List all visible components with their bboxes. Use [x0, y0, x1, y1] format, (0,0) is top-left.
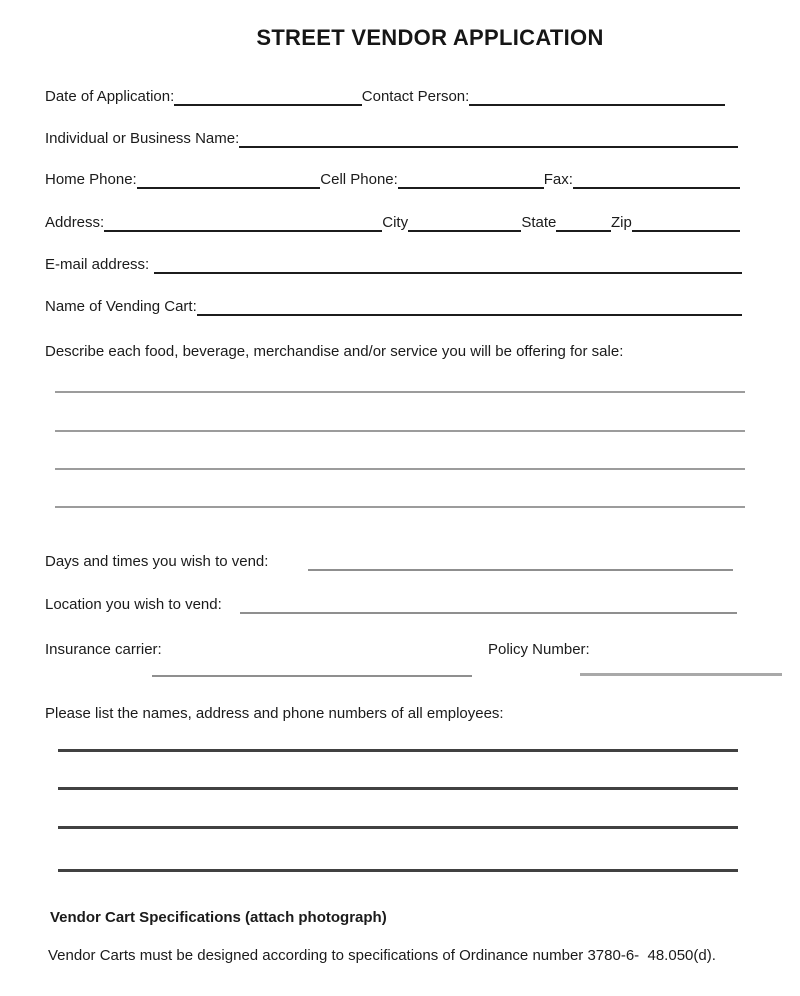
cell-phone-label: Cell Phone: [320, 171, 398, 188]
insurance-carrier-label: Insurance carrier: [45, 641, 162, 658]
days-times-field[interactable] [308, 568, 733, 571]
describe-line-4[interactable] [55, 506, 745, 508]
describe-line-1[interactable] [55, 391, 745, 393]
days-times-label: Days and times you wish to vend: [45, 553, 269, 570]
employee-line-4[interactable] [58, 869, 738, 872]
date-contact-row [45, 87, 725, 106]
email-field[interactable] [154, 271, 742, 274]
describe-prompt: Describe each food, beverage, merchandise and/or service you will be offering for sale: [45, 343, 624, 360]
phones-row [45, 170, 740, 189]
location-field[interactable] [240, 611, 737, 614]
business-name-row [45, 129, 738, 148]
zip-field[interactable] [632, 229, 740, 232]
page-title: STREET VENDOR APPLICATION [256, 25, 604, 50]
date-of-application-field[interactable] [174, 103, 362, 106]
home-phone-label: Home Phone: [45, 171, 137, 188]
business-name-label: Individual or Business Name: [45, 130, 240, 147]
address-label: Address: [45, 214, 105, 231]
cell-phone-field[interactable] [398, 186, 544, 189]
employees-prompt: Please list the names, address and phone numbers of all employees: [45, 705, 504, 722]
vending-cart-name-row [45, 297, 742, 316]
location-row [45, 595, 737, 614]
days-times-row [45, 552, 733, 571]
city-label: City [382, 214, 409, 231]
contact-person-label: Contact Person: [361, 88, 470, 105]
zip-label: Zip [610, 214, 632, 231]
employee-line-3[interactable] [58, 826, 738, 829]
fax-field[interactable] [573, 186, 740, 189]
address-field[interactable] [104, 229, 382, 232]
specifications-heading: Vendor Cart Specifications (attach photograph) [50, 909, 387, 926]
email-label: E-mail address: [45, 256, 150, 273]
employee-line-2[interactable] [58, 787, 738, 790]
email-row [45, 255, 742, 274]
location-label: Location you wish to vend: [45, 596, 222, 613]
contact-person-field[interactable] [469, 103, 725, 106]
state-label: State [521, 214, 557, 231]
date-of-application-label: Date of Application: [45, 88, 175, 105]
address-row [45, 213, 740, 232]
describe-line-3[interactable] [55, 468, 745, 470]
insurance-carrier-field[interactable] [152, 675, 472, 677]
employee-line-1[interactable] [58, 749, 738, 752]
describe-line-2[interactable] [55, 430, 745, 432]
business-name-field[interactable] [239, 145, 738, 148]
policy-number-field[interactable] [580, 673, 782, 676]
specifications-note: Vendor Carts must be designed according to specifications of Ordinance number 3780-6- 48.050(d). [48, 947, 716, 964]
city-field[interactable] [408, 229, 521, 232]
state-field[interactable] [556, 229, 611, 232]
home-phone-field[interactable] [137, 186, 321, 189]
vending-cart-name-label: Name of Vending Cart: [45, 298, 197, 315]
vending-cart-name-field[interactable] [197, 313, 742, 316]
fax-label: Fax: [543, 171, 573, 188]
policy-number-label: Policy Number: [488, 641, 590, 658]
